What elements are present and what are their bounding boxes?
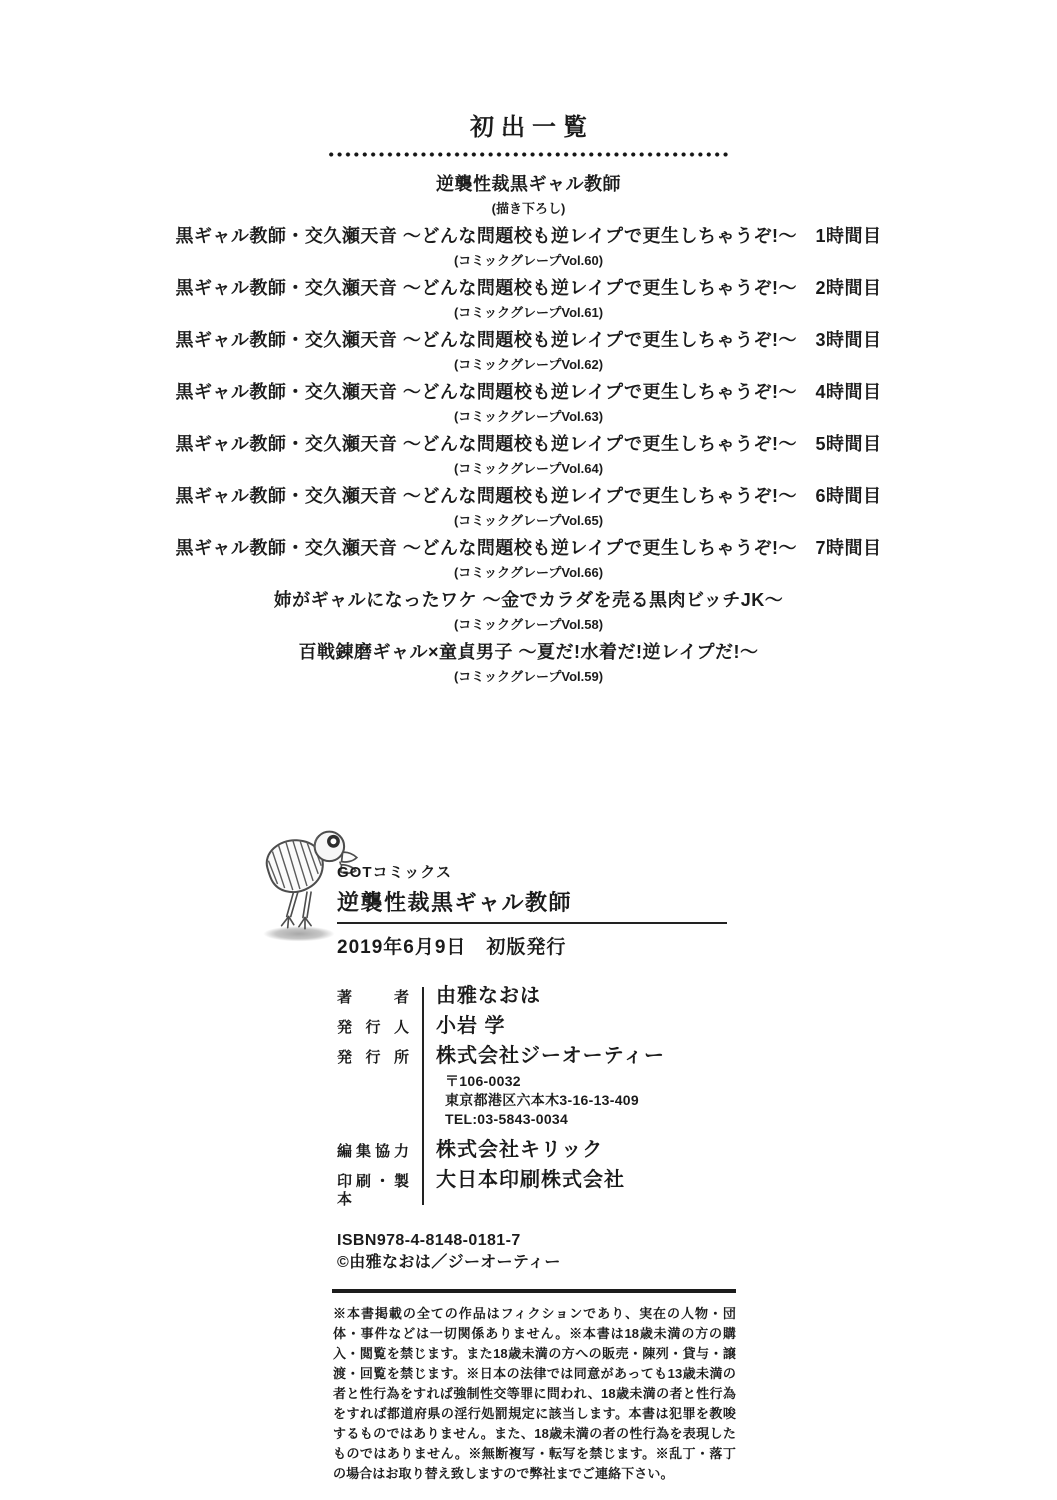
work-item [0, 225, 1057, 268]
first-publication-section [0, 114, 1057, 693]
work-source: (コミックグレープVol.66) [453, 565, 604, 580]
dotted-divider [327, 152, 731, 157]
work-item [0, 485, 1057, 528]
credit-row-publisher-company [337, 1045, 741, 1132]
publisher-phone: TEL:03-5843-0034 [445, 1111, 569, 1127]
first-publication-heading: 初出一覧 [470, 114, 594, 141]
credit-label: 発 行 所 [337, 1049, 409, 1066]
publisher-postal-code: 〒106-0032 [445, 1073, 521, 1089]
credit-value: 由雅なおは [436, 985, 541, 1007]
section-divider [332, 1289, 736, 1293]
credit-value: 小岩 学 [436, 1015, 506, 1037]
isbn-number: ISBN978-4-8148-0181-7 [337, 1232, 521, 1249]
credit-value: 株式会社キリック [436, 1139, 604, 1161]
isbn-block [337, 1230, 741, 1274]
title-underline [337, 922, 727, 924]
credit-label: 編集協力 [337, 1143, 409, 1160]
work-item [0, 173, 1057, 216]
work-title: 黒ギャル教師・交久瀬天音 ～どんな問題校も逆レイプで更生しちゃうぞ!～ 7時間目 [175, 538, 882, 558]
work-title: 黒ギャル教師・交久瀬天音 ～どんな問題校も逆レイプで更生しちゃうぞ!～ 5時間目 [175, 434, 882, 454]
book-title: 逆襲性裁黒ギャル教師 [337, 890, 573, 915]
credit-row-author [337, 985, 741, 1008]
work-source: (コミックグレープVol.61) [453, 305, 604, 320]
work-title: 黒ギャル教師・交久瀬天音 ～どんな問題校も逆レイプで更生しちゃうぞ!～ 6時間目 [175, 486, 882, 506]
work-source: (コミックグレープVol.65) [453, 513, 604, 528]
credits-divider-line [422, 987, 424, 1205]
credit-value: 大日本印刷株式会社 [436, 1169, 625, 1191]
copyright-notice: ©由雅なおは／ジーオーティー [337, 1254, 561, 1271]
publisher-street-address: 東京都港区六本木3-16-13-409 [445, 1092, 639, 1108]
work-source: (コミックグレープVol.60) [453, 253, 604, 268]
work-item [0, 329, 1057, 372]
work-item [0, 537, 1057, 580]
work-item [0, 641, 1057, 684]
imprint-label: GOTコミックス [337, 864, 453, 881]
disclaimer-text: ※本書掲載の全ての作品はフィクションであり、実在の人物・団体・事件などは一切関係ありません。※本書は18歳未満の方の購入・閲覧を禁じます。また18歳未満の方への販売・陳列・貸与・譲渡・回覧を禁じます。※日本の法律では同意があっても13歳未満の者と性行為をすれば強制性交等罪に問われ、18歳未満の者と性行為をすれば都道府県の淫行処罰規定に該当します。本書は犯罪を教唆するものではありません。また、18歳未満の者の性行為を表現したものではありません。※無断複写・転写を禁じます。※乱丁・落丁の場合はお取り替え致しますので弊社までご連絡下さい。 [333, 1306, 736, 1481]
work-item [0, 277, 1057, 320]
work-source: (コミックグレープVol.59) [453, 669, 604, 684]
work-item [0, 433, 1057, 476]
credit-label: 発 行 人 [337, 1019, 409, 1036]
credit-row-editing [337, 1139, 741, 1162]
work-title: 黒ギャル教師・交久瀬天音 ～どんな問題校も逆レイプで更生しちゃうぞ!～ 2時間目 [175, 278, 882, 298]
work-source: (コミックグレープVol.62) [453, 357, 604, 372]
credit-label: 印刷・製本 [337, 1173, 409, 1208]
colophon-section [333, 864, 741, 1484]
work-list [0, 173, 1057, 684]
credit-label: 著 者 [337, 989, 409, 1006]
work-title: 黒ギャル教師・交久瀬天音 ～どんな問題校も逆レイプで更生しちゃうぞ!～ 1時間目 [175, 226, 882, 246]
credit-row-publisher-person [337, 1015, 741, 1038]
work-title: 黒ギャル教師・交久瀬天音 ～どんな問題校も逆レイプで更生しちゃうぞ!～ 4時間目 [175, 382, 882, 402]
credit-value: 株式会社ジーオーティー [436, 1045, 665, 1067]
work-item [0, 381, 1057, 424]
work-source: (コミックグレープVol.64) [453, 461, 604, 476]
work-title: 姉がギャルになったワケ ～金でカラダを売る黒肉ビッチJK～ [273, 590, 784, 610]
work-source: (描き下ろし) [491, 201, 566, 216]
work-item [0, 589, 1057, 632]
work-title: 百戦錬磨ギャル×童貞男子 ～夏だ!水着だ!逆レイプだ!～ [298, 642, 759, 662]
work-title: 黒ギャル教師・交久瀬天音 ～どんな問題校も逆レイプで更生しちゃうぞ!～ 3時間目 [175, 330, 882, 350]
work-source: (コミックグレープVol.63) [453, 409, 604, 424]
edition-date: 2019年6月9日 初版発行 [337, 937, 567, 958]
work-source: (コミックグレープVol.58) [453, 617, 604, 632]
credit-row-printing [337, 1169, 741, 1209]
credits-table [337, 985, 741, 1209]
work-title: 逆襲性裁黒ギャル教師 [436, 174, 621, 194]
